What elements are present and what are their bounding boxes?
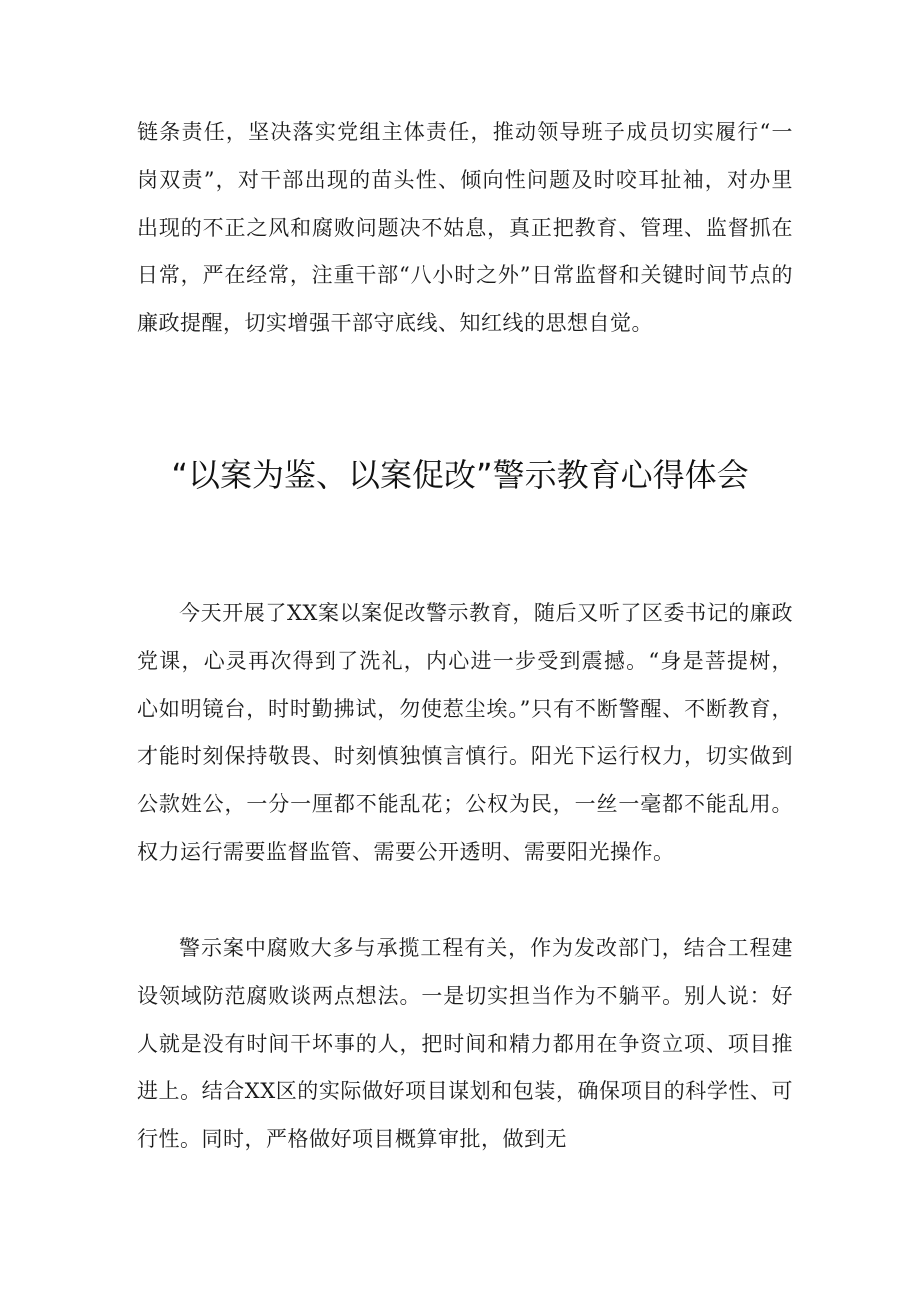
- page-title: “以案为鉴、以案促改”警示教育心得体会: [171, 456, 749, 494]
- body-paragraph-1: 今天开展了XX案以案促改警示教育，随后又听了区委书记的廉政党课，心灵再次得到了洗礼，内心进一步受到震撼。“身是菩提树，心如明镜台，时时勤拂试，勿使惹尘埃。”只有不断警醒、不断教育，才能时刻保持敬畏、时刻慎独慎言慎行。阳光下运行权力，切实做到公款姓公，一分一厘都不能乱花；公权为民，一丝一毫都不能乱用。权力运行需要监督监管、需要公开透明、需要阳光操作。: [137, 601, 793, 864]
- continued-paragraph: 链条责任，坚决落实党组主体责任，推动领导班子成员切实履行“一岗双责”，对干部出现的苗头性、倾向性问题及时咬耳扯袖，对办里出现的不正之风和腐败问题决不姑息，真正把教育、管理、监督抓在日常，严在经常，注重干部“八小时之外”日常监督和关键时间节点的廉政提醒，切实增强干部守底线、知红线的思想自觉。: [137, 120, 793, 336]
- body-paragraph-2: 警示案中腐败大多与承揽工程有关，作为发改部门，结合工程建设领域防范腐败谈两点想法。一是切实担当作为不躺平。别人说：好人就是没有时间干坏事的人，把时间和精力都用在争资立项、项目推进上。结合XX区的实际做好项目谋划和包装，确保项目的科学性、可行性。同时，严格做好项目概算审批，做到无: [137, 936, 793, 1152]
